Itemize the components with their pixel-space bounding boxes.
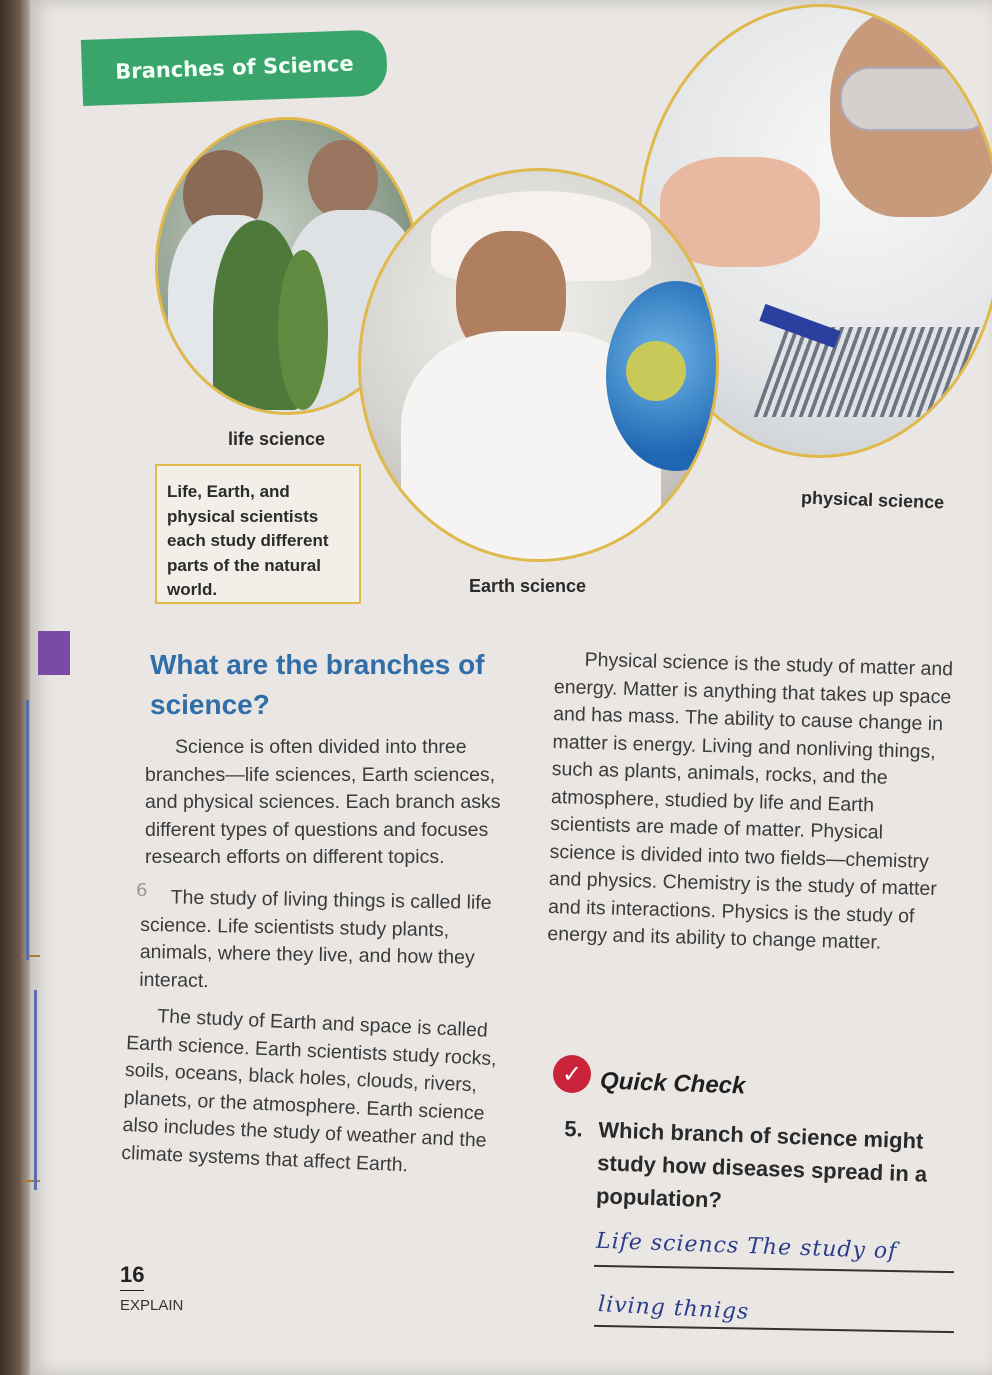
physical-science-caption: physical science xyxy=(800,487,945,513)
callout-box xyxy=(155,464,361,604)
question-text: Which branch of science might study how diseases spread in a population? xyxy=(595,1117,928,1213)
section-marker xyxy=(38,631,70,675)
check-badge-icon: ✓ xyxy=(553,1055,591,1093)
book-spine xyxy=(0,0,32,1375)
page-edge-line xyxy=(34,990,37,1190)
paragraph-physical-science-text: Physical science is the study of matter and energy. Matter is anything that takes up space and has mass. The ability to cause change in matter is energy. Living and nonliving things, such as plants, animals, rocks, and the atmosphere, studied by life and Earth scientists are made of matter. Physical science is divided into two fields—chemistry and physics. Chemistry is the study of matter and its interactions. Physics is the study of energy and its ability to change matter. xyxy=(547,648,954,954)
paragraph-life-science xyxy=(139,884,501,1000)
page-edge-mark xyxy=(22,955,40,957)
quick-check-question xyxy=(562,1112,955,1225)
life-science-caption: life science xyxy=(228,429,326,449)
paragraph-life-science-text: The study of living things is called life science. Life scientists study plants, animals, where they live, and how they interact. xyxy=(139,886,492,992)
handwritten-answer-line1: Life sciencs The study of xyxy=(595,1228,898,1265)
paragraph-intro-text: Science is often divided into three branches—life sciences, Earth sciences, and physical sciences. Each branch asks different types of questions and focuses research efforts on different topics. xyxy=(145,736,501,868)
earth-science-photo xyxy=(358,168,719,562)
paragraph-earth-science-text: The study of Earth and space is called Earth science. Earth scientists study rocks, soils, oceans, black holes, clouds, rivers, planets, or the atmosphere. Earth science also includes the study of weather and the climate systems that affect Earth. xyxy=(120,1005,498,1176)
earth-science-caption: Earth science xyxy=(469,576,587,596)
paragraph-physical-science xyxy=(547,646,955,959)
question-number: 5. xyxy=(563,1115,584,1142)
callout-text: Life, Earth, and physical scientists each study different parts of the natural world. xyxy=(167,482,329,599)
section-banner xyxy=(81,29,388,106)
page-heading: What are the branches of science? xyxy=(150,649,485,720)
page-number: 16 xyxy=(120,1262,144,1291)
pencil-annotation: 6 xyxy=(136,880,148,901)
page-edge-mark xyxy=(22,1180,40,1182)
paragraph-intro xyxy=(145,734,515,872)
quick-check-title: Quick Check xyxy=(599,1067,746,1100)
handwritten-answer-line2: living thnigs xyxy=(597,1292,750,1325)
page-edge-line xyxy=(26,700,29,960)
section-banner-label: Branches of Science xyxy=(114,51,354,84)
section-label: EXPLAIN xyxy=(120,1297,184,1314)
paragraph-earth-science xyxy=(121,1002,508,1183)
